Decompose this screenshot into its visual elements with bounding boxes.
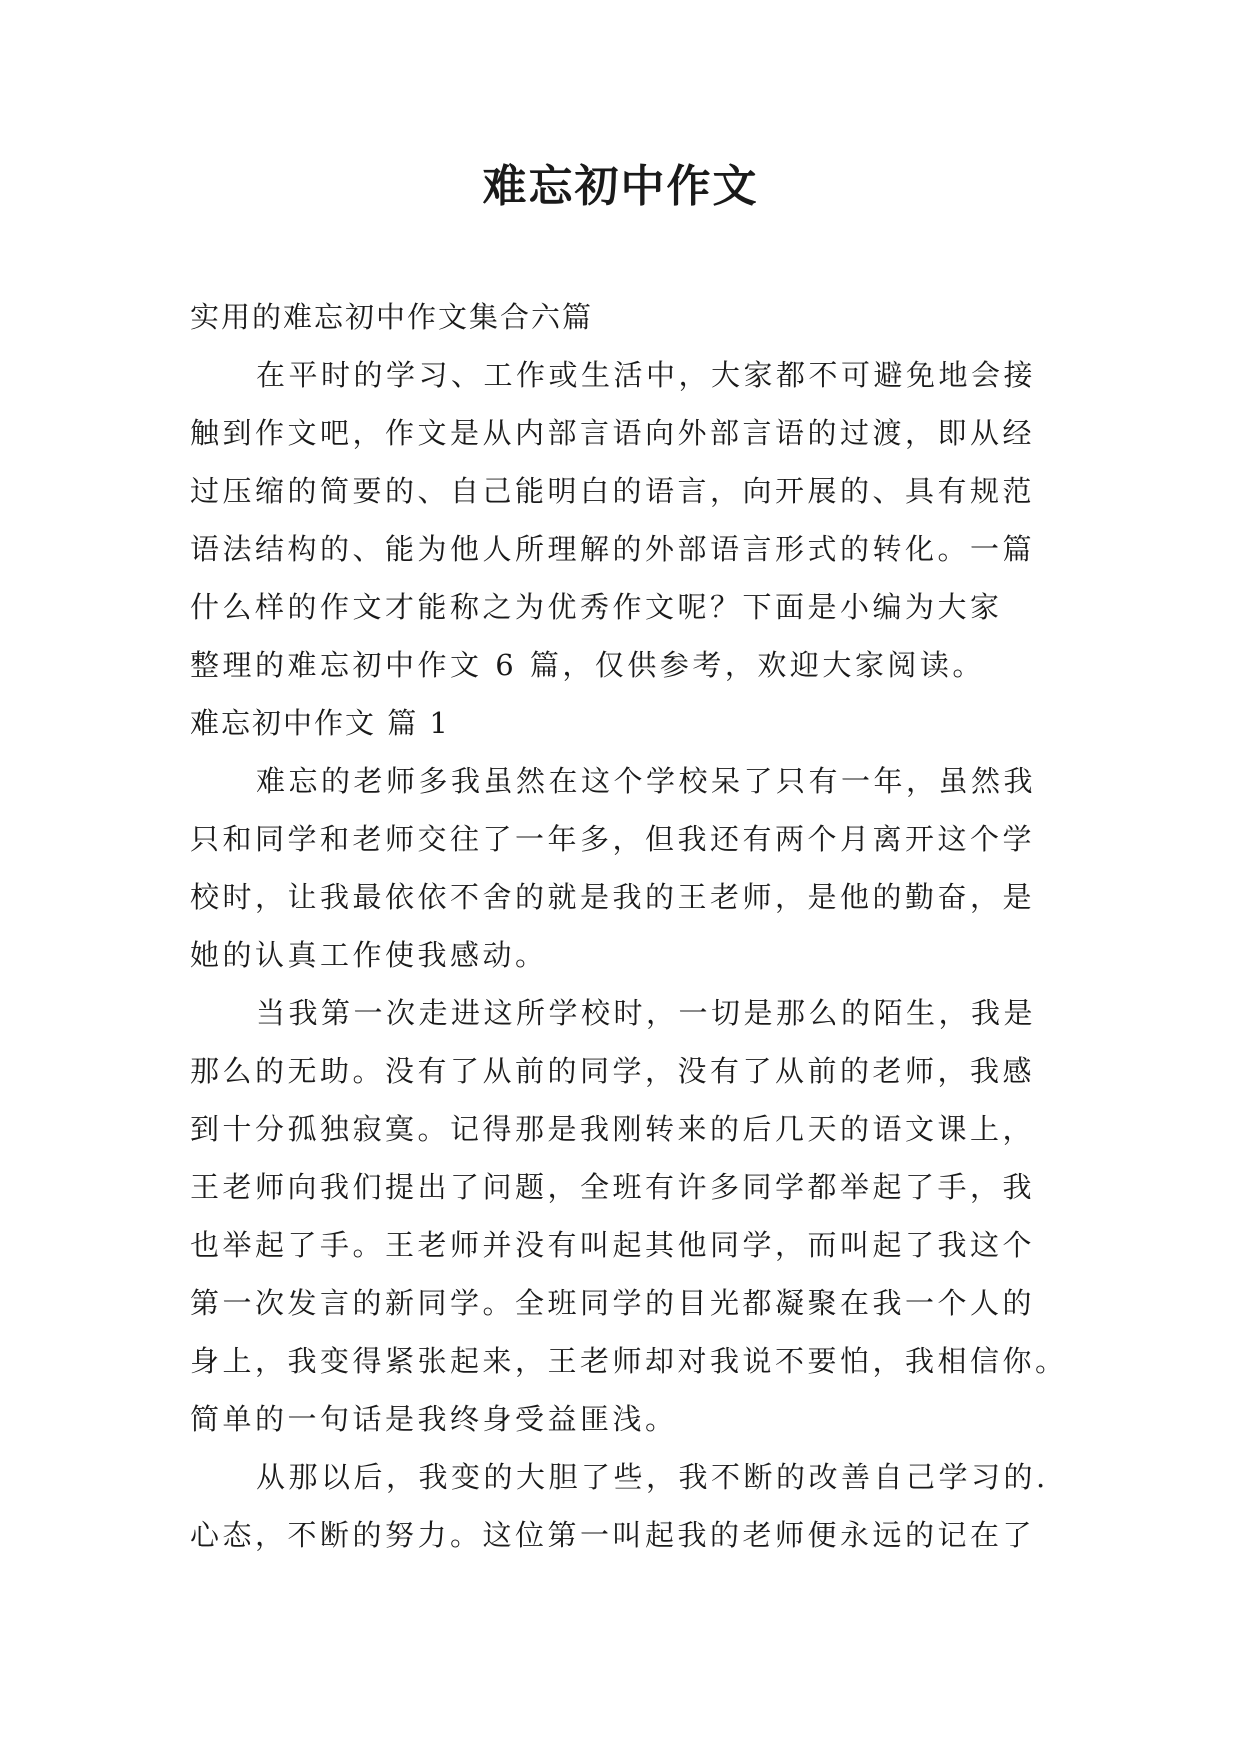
paragraph-line: 当我第一次走进这所学校时，一切是那么的陌生，我是 xyxy=(256,996,1037,1030)
paragraph-line: 身上，我变得紧张起来，王老师却对我说不要怕，我相信你。 xyxy=(190,1344,1068,1378)
paragraph-line: 难忘的老师多我虽然在这个学校呆了只有一年，虽然我 xyxy=(256,764,1037,798)
paragraph-line: 心态，不断的努力。这位第一叫起我的老师便永远的记在了 xyxy=(190,1518,1036,1552)
paragraph-line: 什么样的作文才能称之为优秀作文呢？下面是小编为大家 xyxy=(190,590,1003,624)
paragraph-line: 那么的无助。没有了从前的同学，没有了从前的老师，我感 xyxy=(190,1054,1036,1088)
paragraph-line: 简单的一句话是我终身受益匪浅。 xyxy=(190,1402,678,1436)
paragraph-line: 语法结构的、能为他人所理解的外部语言形式的转化。一篇 xyxy=(190,532,1036,566)
paragraph-line: 触到作文吧，作文是从内部言语向外部言语的过渡，即从经 xyxy=(190,416,1036,450)
paragraph-line: 从那以后，我变的大胆了些，我不断的改善自己学习的. xyxy=(256,1460,1049,1494)
paragraph-line: 也举起了手。王老师并没有叫起其他同学，而叫起了我这个 xyxy=(190,1228,1036,1262)
paragraph-line: 校时，让我最依依不舍的就是我的王老师，是他的勤奋，是 xyxy=(190,880,1036,914)
paragraph-line: 在平时的学习、工作或生活中，大家都不可避免地会接 xyxy=(256,358,1037,392)
paragraph-line: 过压缩的简要的、自己能明白的语言，向开展的、具有规范 xyxy=(190,474,1036,508)
section-heading-line: 难忘初中作文 篇 1 xyxy=(190,706,450,740)
document-title: 难忘初中作文 xyxy=(482,161,759,212)
paragraph-line: 第一次发言的新同学。全班同学的目光都凝聚在我一个人的 xyxy=(190,1286,1036,1320)
section-heading-line: 实用的难忘初中作文集合六篇 xyxy=(190,300,594,334)
paragraph-line: 只和同学和老师交往了一年多，但我还有两个月离开这个学 xyxy=(190,822,1036,856)
paragraph-line: 王老师向我们提出了问题，全班有许多同学都举起了手，我 xyxy=(190,1170,1036,1204)
paragraph-line: 到十分孤独寂寞。记得那是我刚转来的后几天的语文课上， xyxy=(190,1112,1036,1146)
paragraph-line: 整理的难忘初中作文 6 篇，仅供参考，欢迎大家阅读。 xyxy=(190,648,985,682)
paragraph-line: 她的认真工作使我感动。 xyxy=(190,938,548,972)
document-body xyxy=(190,288,1068,1564)
